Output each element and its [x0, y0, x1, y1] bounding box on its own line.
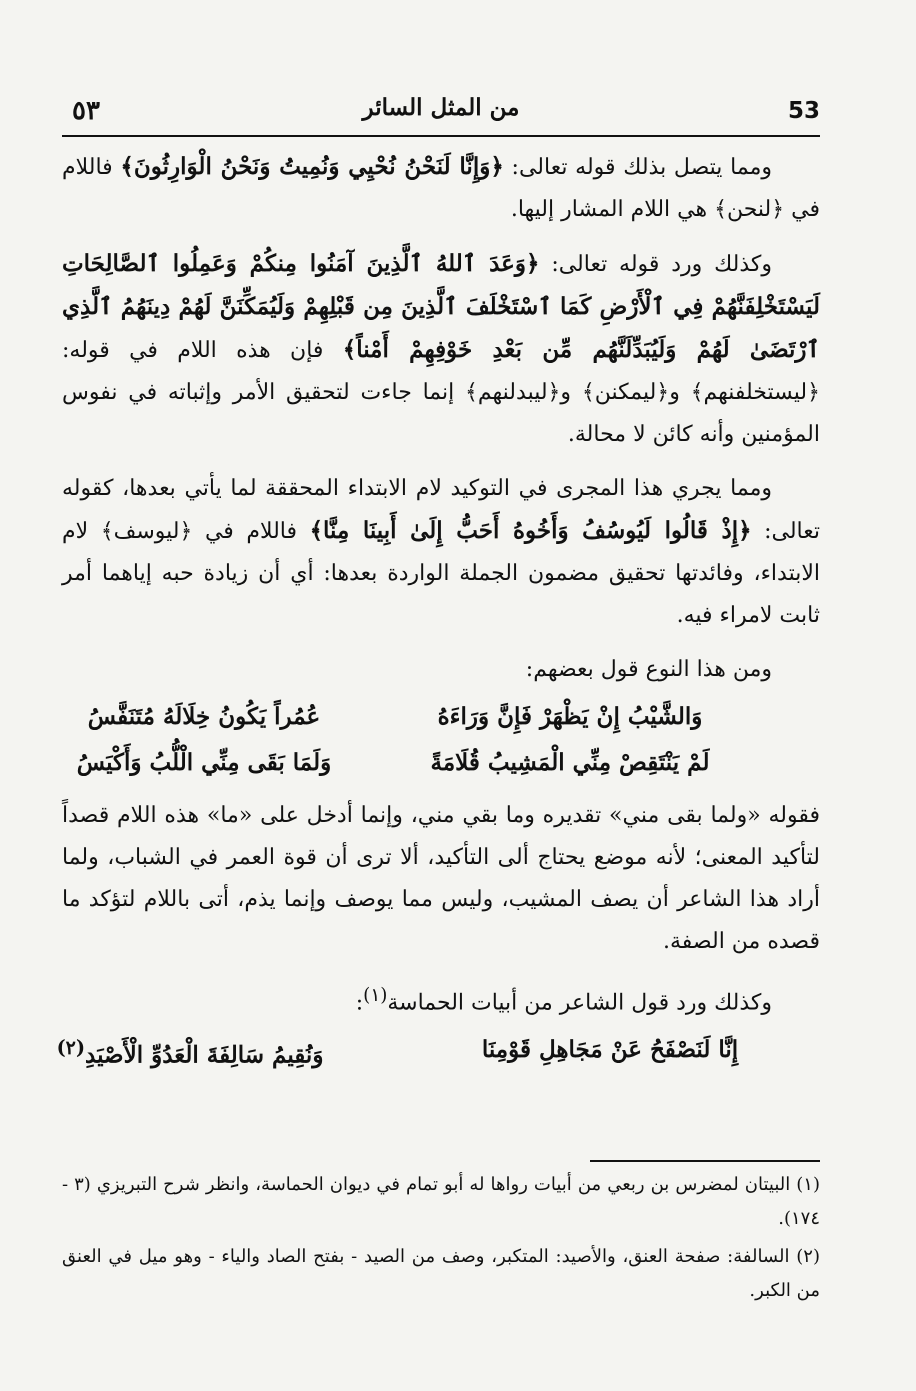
verse-3-first-hemistich: إِنَّا لَنَصْفَحُ عَنْ مَجَاهِلِ قَوْمِنَا	[481, 1036, 739, 1064]
page-number-latin: 53	[787, 98, 820, 124]
page-number-arabic: ٥٣	[72, 96, 100, 126]
header-divider	[62, 135, 820, 137]
running-title: من المثل السائر	[362, 94, 520, 121]
quran-quote-2: ﴿وَعَدَ ٱللهُ ٱلَّذِينَ آمَنُوا مِنكُمْ وَعَمِلُوا ٱلصَّالِحَاتِ لَيَسْتَخْلِفَنَّهُمْ فِي ٱلْأَرْضِ كَمَا ٱسْتَخْلَفَ ٱلَّذِينَ مِن قَبْلِهِمْ وَلَيُمَكِّنَنَّ لَهُمْ دِينَهُمُ ٱلَّذِي ٱرْتَضَىٰ لَهُمْ وَلَيُبَدِّلَنَّهُم مِّن بَعْدِ خَوْفِهِمْ أَمْناً﴾	[62, 250, 821, 363]
paragraph-6-colon: :	[355, 990, 364, 1016]
paragraph-1-continuation: فاللام في ﴿لنحن﴾ هي اللام المشار إليها.	[62, 155, 820, 222]
verse-line-1	[62, 703, 820, 749]
verse-1-second-hemistich: عُمُراً يَكُونُ خِلَالَهُ مُتَنَفَّسُ	[87, 703, 321, 730]
paragraph-2-intro: وكذلك ورد قوله تعالى:	[551, 252, 772, 277]
paragraph-4: ومن هذا النوع قول بعضهم:	[525, 657, 772, 682]
verse-2-first-hemistich: لَمْ يَنْتَقِصْ مِنِّي الْمَشِيبُ قُلَامَةً	[430, 749, 710, 776]
quran-quote-3: ﴿إِذْ قَالُوا لَيُوسُفُ وَأَخُوهُ أَحَبُّ إِلَىٰ أَبِينَا مِنَّا﴾	[309, 517, 752, 544]
paragraph-2	[62, 243, 820, 456]
verse-line-3	[56, 1036, 820, 1082]
footnote-2: (٢) السالفة: صفحة العنق، والأصيد: المتكبر، وصف من الصيد - بفتح الصاد والياء - وهو ميل في العنق من الكبر.	[62, 1246, 820, 1301]
footnote-divider	[590, 1160, 820, 1162]
verse-3-second-text: وَنُقِيمُ سَالِفَةَ الْعَدُوِّ الْأَصْيَدِ	[85, 1041, 324, 1069]
footnote-1: (١) البيتان لمضرس بن ربعي من أبيات رواها له أبو تمام في ديوان الحماسة، وانظر شرح التبريزي (٣ - ١٧٤).	[62, 1174, 820, 1229]
paragraph-3-continuation: فاللام في ﴿ليوسف﴾ لام الابتداء، وفائدتها تحقيق مضمون الجملة الواردة بعدها: أي أن زيادة حبه إياهما أمر ثابت لامراء فيه.	[62, 519, 820, 628]
paragraph-1-intro: ومما يتصل بذلك قوله تعالى:	[511, 155, 772, 180]
paragraph-6	[62, 975, 820, 1024]
paragraph-3	[62, 468, 820, 637]
verse-3-second-hemistich	[0, 1036, 380, 1069]
paragraph-2-continuation: فإن هذه اللام في قوله: ﴿ليستخلفنهم﴾ و﴿ليمكنن﴾ و﴿ليبدلنهم﴾ إنما جاءت لتحقيق الأمر وإثباته في نفوس المؤمنين وأنه كائن لا محالة.	[62, 338, 820, 447]
page-body	[56, 146, 821, 1082]
quran-quote-1: ﴿وَإِنَّا لَنَحْنُ نُحْيِي وَنُمِيتُ وَنَحْنُ الْوَارِثُونَ﴾	[120, 153, 504, 180]
footnote-ref-1: (١)	[363, 985, 388, 1006]
footnote-ref-2: (٢)	[56, 1036, 86, 1060]
paragraph-5: فقوله «ولما بقى مني» تقديره وما بقي مني، وإنما أدخل على «ما» هذه اللام قصداً لتأكيد المعنى؛ لأنه موضع يحتاج ألى التأكيد، ألا ترى أن قوة العمر في الشباب، ولما أراد هذا الشاعر أن يصف المشيب، وليس مما يوصف وإنما يذم، أتى باللام لتؤكد ما قصده من الصفة.	[62, 803, 820, 954]
paragraph-6-text: وكذلك ورد قول الشاعر من أبيات الحماسة	[387, 990, 772, 1016]
paragraph-3-intro: ومما يجري هذا المجرى في التوكيد لام الابتداء المحققة لما يأتي بعدها، كقوله تعالى:	[62, 476, 821, 544]
verse-1-first-hemistich: وَالشَّيْبُ إِنْ يَظْهَرْ فَإِنَّ وَرَاءَهُ	[437, 703, 703, 730]
footnotes	[62, 1168, 820, 1312]
verse-line-2	[62, 749, 820, 795]
page-header	[62, 94, 820, 134]
paragraph-1	[62, 146, 820, 231]
verse-2-second-hemistich: وَلَمَا بَقَى مِنِّي الْلُّبُ وَأَكْيَسُ	[76, 749, 332, 776]
